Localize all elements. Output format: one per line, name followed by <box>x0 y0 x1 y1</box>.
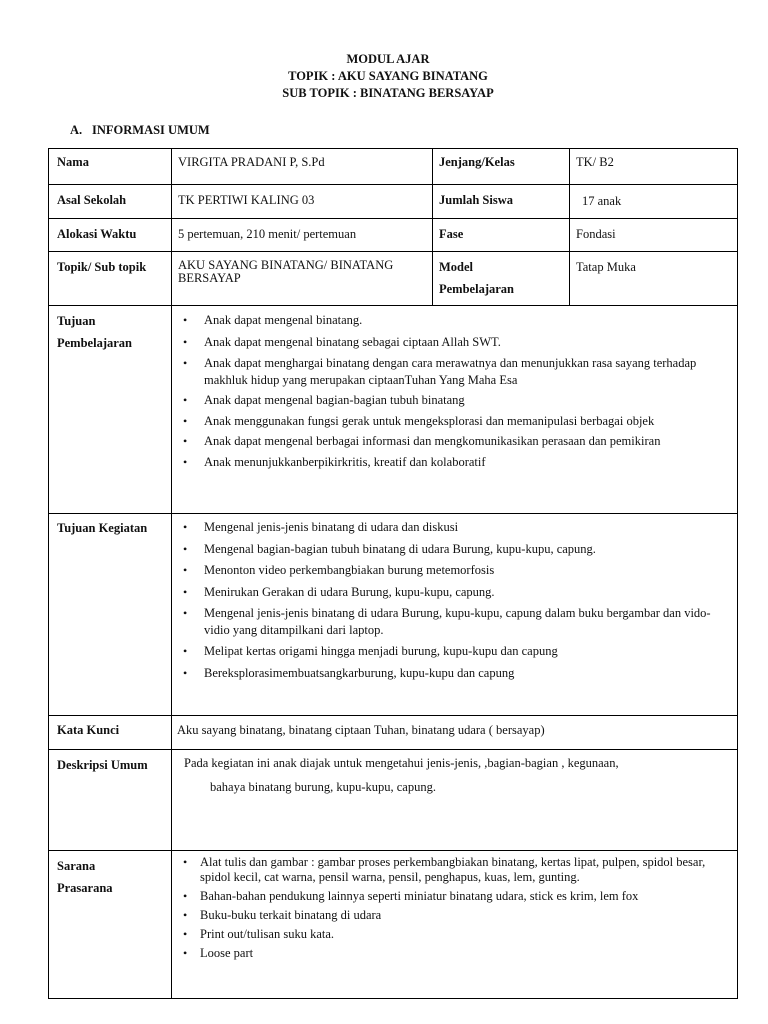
deskripsi-line-2: bahaya binatang burung, kupu-kupu, capung. <box>210 780 436 794</box>
list-item: • Anak dapat mengenal binatang. <box>172 312 729 329</box>
tujuan-kegiatan-cell <box>172 514 738 716</box>
alokasi-label: Alokasi Waktu <box>49 219 172 252</box>
list-item: • Mengenal jenis-jenis binatang di udara Burung, kupu-kupu, capung dalam buku bergambar dan vido-vidio yang ditampilkani dari laptop. <box>172 605 729 638</box>
nama-label: Nama <box>49 149 172 185</box>
deskripsi-cell <box>172 750 738 851</box>
deskripsi-line-1: Pada kegiatan ini anak diajak untuk mengetahui jenis-jenis, ,bagian-bagian , kegunaan, <box>184 756 619 770</box>
list-item: • Bereksplorasimembuatsangkarburung, kupu-kupu dan capung <box>172 665 729 682</box>
fase-value: Fondasi <box>570 219 738 252</box>
sarana-label-line2: Prasarana <box>57 881 113 895</box>
table-row <box>49 514 738 716</box>
model-label <box>433 252 570 306</box>
list-item: • Mengenal bagian-bagian tubuh binatang di udara Burung, kupu-kupu, capung. <box>172 541 729 558</box>
list-item: • Menonton video perkembangbiakan burung metemorfosis <box>172 562 729 579</box>
deskripsi-label: Deskripsi Umum <box>49 750 172 851</box>
sarana-label-line1: Sarana <box>57 859 96 873</box>
list-item: • Menirukan Gerakan di udara Burung, kupu-kupu, capung. <box>172 584 729 601</box>
table-row <box>49 851 738 999</box>
topik-label: Topik/ Sub topik <box>49 252 172 306</box>
list-item: • Anak menggunakan fungsi gerak untuk mengeksplorasi dan memanipulasi berbagai objek <box>172 413 729 430</box>
subtopic-title: SUB TOPIK : BINATANG BERSAYAP <box>282 86 494 100</box>
fase-label: Fase <box>433 219 570 252</box>
table-row <box>49 185 738 219</box>
sarana-list <box>172 855 737 961</box>
table-row <box>49 219 738 252</box>
list-item: • Anak dapat mengenal berbagai informasi dan mengkomunikasikan perasaan dan pemikiran <box>172 433 729 450</box>
list-item: • Alat tulis dan gambar : gambar proses perkembangbiakan binatang, kertas lipat, pulpen, spidol besar, spidol kecil, cat warna, pensil warna, pensil, penghapus, kuas, lem, gunting. <box>172 855 729 885</box>
tujuan-pembelajaran-label-line1: Tujuan <box>57 314 96 328</box>
list-item: • Buku-buku terkait binatang di udara <box>172 908 729 923</box>
list-item: • Anak dapat mengenal bagian-bagian tubuh binatang <box>172 392 729 409</box>
model-value: Tatap Muka <box>570 252 738 306</box>
sarana-cell <box>172 851 738 999</box>
list-item: • Loose part <box>172 946 729 961</box>
section-title: INFORMASI UMUM <box>92 123 210 137</box>
kata-kunci-value: Aku sayang binatang, binatang ciptaan Tuhan, binatang udara ( bersayap) <box>172 716 738 750</box>
alokasi-value: 5 pertemuan, 210 menit/ pertemuan <box>172 219 433 252</box>
section-letter: A. <box>70 123 83 137</box>
sarana-label <box>49 851 172 999</box>
model-label-line1: Model <box>439 260 474 274</box>
table-row <box>49 149 738 185</box>
list-item: • Anak menunjukkanberpikirkritis, kreatif dan kolaboratif <box>172 454 729 471</box>
tujuan-pembelajaran-label-line2: Pembelajaran <box>57 336 132 350</box>
asal-value: TK PERTIWI KALING 03 <box>172 185 433 219</box>
list-item: • Melipat kertas origami hingga menjadi burung, kupu-kupu dan capung <box>172 643 729 660</box>
jenjang-label: Jenjang/Kelas <box>433 149 570 185</box>
info-table <box>48 148 738 999</box>
tujuan-pembelajaran-list <box>172 312 737 470</box>
document-title-block <box>0 51 768 102</box>
topic-title: TOPIK : AKU SAYANG BINATANG <box>288 69 488 83</box>
nama-value: VIRGITA PRADANI P, S.Pd <box>172 149 433 185</box>
jumlah-label: Jumlah Siswa <box>433 185 570 219</box>
table-row <box>49 716 738 750</box>
tujuan-kegiatan-label: Tujuan Kegiatan <box>49 514 172 716</box>
kata-kunci-label: Kata Kunci <box>49 716 172 750</box>
topik-value: AKU SAYANG BINATANG/ BINATANG BERSAYAP <box>172 252 433 306</box>
jenjang-value: TK/ B2 <box>570 149 738 185</box>
section-heading <box>70 123 210 138</box>
list-item: • Anak dapat mengenal binatang sebagai ciptaan Allah SWT. <box>172 334 729 351</box>
list-item: • Mengenal jenis-jenis binatang di udara dan diskusi <box>172 519 729 536</box>
tujuan-pembelajaran-label <box>49 306 172 514</box>
asal-label: Asal Sekolah <box>49 185 172 219</box>
list-item: • Print out/tulisan suku kata. <box>172 927 729 942</box>
table-row <box>49 306 738 514</box>
tujuan-pembelajaran-cell <box>172 306 738 514</box>
model-label-line2: Pembelajaran <box>439 282 514 296</box>
table-row <box>49 750 738 851</box>
tujuan-kegiatan-list <box>172 519 737 681</box>
table-row <box>49 252 738 306</box>
list-item: • Bahan-bahan pendukung lainnya seperti miniatur binatang udara, stick es krim, lem fox <box>172 889 729 904</box>
list-item: • Anak dapat menghargai binatang dengan cara merawatnya dan menunjukkan rasa sayang terhadap makhluk hidup yang merupakan ciptaanTuhan Yang Maha Esa <box>172 355 729 388</box>
jumlah-value: 17 anak <box>570 185 738 219</box>
document-title: MODUL AJAR <box>346 52 430 66</box>
